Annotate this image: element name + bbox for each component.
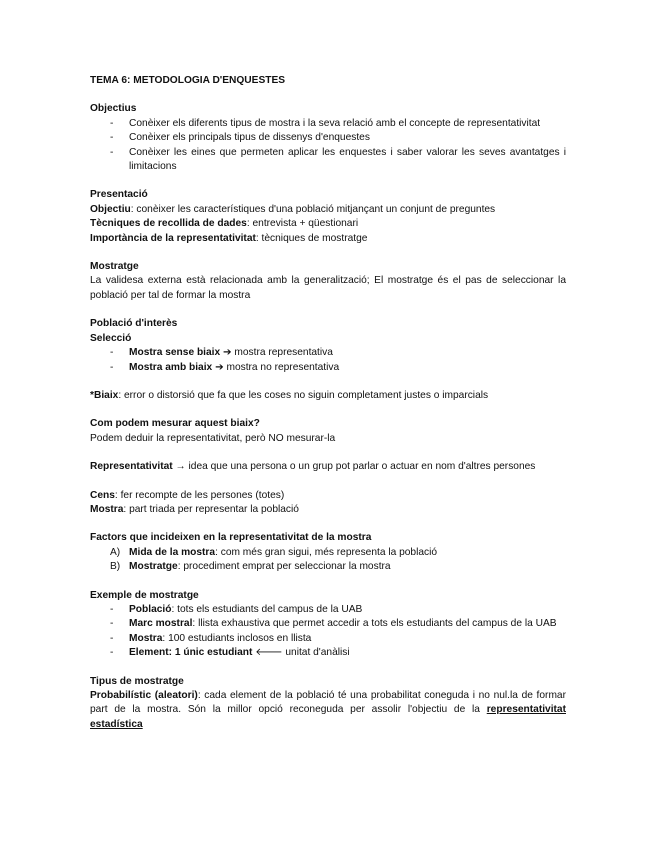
factors-section	[90, 531, 566, 574]
document-page	[90, 74, 566, 746]
seleccio-subheading: Selecció	[90, 332, 132, 344]
presentacio-heading: Presentació	[90, 189, 148, 201]
com-paragraph: Podem deduir la representativitat, però NO mesurar-la	[90, 432, 336, 444]
list-item: - Element: 1 únic estudiant 🡐 unitat d'anàlisi	[110, 647, 350, 659]
list-item: - Conèixer els principals tipus de dissenys d'enquestes	[110, 132, 370, 144]
list-item: - Mostra: 100 estudiants inclosos en llista	[110, 632, 312, 644]
exemple-heading: Exemple de mostratge	[90, 589, 199, 601]
representativitat-line: Representativitat → idea que una persona o un grup pot parlar o actuar en nom d'altres persones	[90, 461, 536, 473]
factors-list	[90, 546, 566, 575]
exemple-section	[90, 589, 566, 661]
mostratge-section	[90, 260, 566, 303]
tipus-section	[90, 675, 566, 733]
com-heading: Com podem mesurar aquest biaix?	[90, 418, 260, 430]
arrow-right-icon: ➔	[223, 347, 232, 359]
presentacio-line: Tècniques de recollida de dades: entrevista + qüestionari	[90, 218, 359, 230]
list-item: - Conèixer les eines que permeten aplicar les enquestes i saber valorar les seves avantatges i limitacions	[110, 146, 566, 173]
cens-section	[90, 489, 566, 518]
tipus-heading: Tipus de mostratge	[90, 675, 184, 687]
list-item: - Mostra amb biaix ➔ mostra no representativa	[110, 361, 340, 373]
list-item: - Població: tots els estudiants del campus de la UAB	[110, 603, 363, 615]
biaix-note: *Biaix: error o distorsió que fa que les coses no siguin completament justes o imparcials	[90, 389, 489, 401]
exemple-list	[90, 603, 566, 661]
presentacio-line: Objectiu: conèixer les característiques d'una població mitjançant un conjunt de preguntes	[90, 203, 496, 215]
tipus-paragraph: Probabilístic (aleatori): cada element de la població té una probabilitat coneguda i no nul.la de formar part de la mostra. Són la millor opció reconeguda per assolir l'objectiu de la representativitat estadística	[90, 690, 566, 730]
objectius-section	[90, 102, 566, 174]
list-item: - Conèixer els diferents tipus de mostra i la seva relació amb el concepte de representativitat	[110, 117, 541, 129]
representativitat-link: representativitat estadística	[90, 704, 566, 730]
presentacio-section	[90, 188, 566, 246]
list-item: A) Mida de la mostra: com més gran sigui, més representa la població	[110, 546, 438, 558]
factors-heading: Factors que incideixen en la representativitat de la mostra	[90, 532, 372, 544]
document-title: TEMA 6: METODOLOGIA D'ENQUESTES	[90, 75, 286, 86]
poblacio-heading: Població d'interès	[90, 318, 178, 330]
mostratge-heading: Mostratge	[90, 261, 139, 273]
objectius-heading: Objectius	[90, 103, 137, 115]
mostra-line: Mostra: part triada per representar la població	[90, 503, 299, 515]
objectius-list	[90, 117, 566, 175]
seleccio-list	[90, 346, 566, 375]
presentacio-line: Importància de la representativitat: tècniques de mostratge	[90, 232, 368, 244]
arrow-right-icon: ➔	[215, 361, 224, 373]
list-item: - Marc mostral: llista exhaustiva que permet accedir a tots els estudiants del campus de la UAB	[110, 618, 557, 630]
com-section	[90, 417, 566, 446]
cens-line: Cens: fer recompte de les persones (totes)	[90, 489, 285, 501]
list-item: - Mostra sense biaix ➔ mostra representativa	[110, 347, 333, 359]
list-item: B) Mostratge: procediment emprat per seleccionar la mostra	[110, 561, 391, 573]
poblacio-section	[90, 317, 566, 375]
mostratge-paragraph: La validesa externa està relacionada amb la generalització; El mostratge és el pas de seleccionar la població per tal de formar la mostra	[90, 275, 566, 301]
